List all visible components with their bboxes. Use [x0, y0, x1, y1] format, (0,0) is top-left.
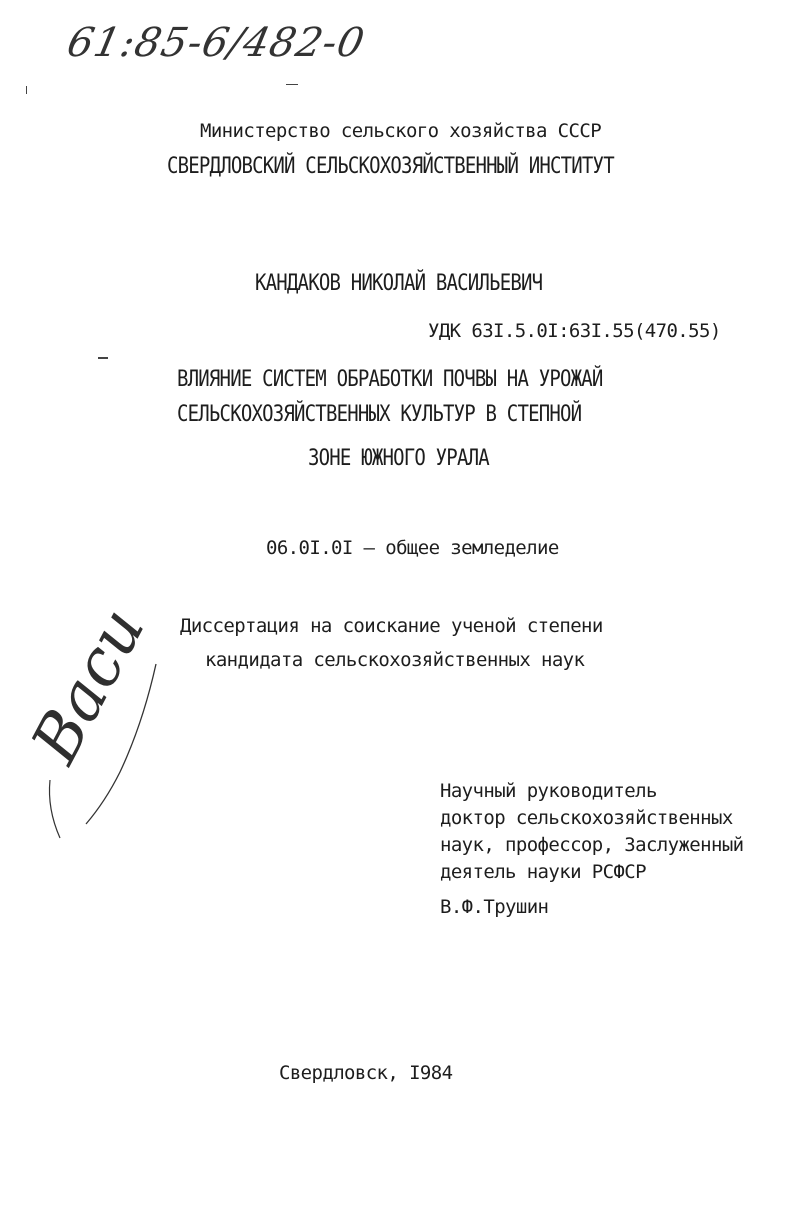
udc-code: УДК 63I.5.0I:63I.55(470.55)	[428, 320, 721, 342]
institute-heading: СВЕРДЛОВСКИЙ СЕЛЬСКОХОЗЯЙСТВЕННЫЙ ИНСТИТУТ	[167, 153, 614, 179]
ink-mark	[26, 86, 27, 94]
archive-number: 61:85-6/482-0	[63, 20, 369, 66]
dash-mark	[98, 357, 108, 359]
city-year: Свердловск, I984	[279, 1062, 453, 1084]
ink-mark	[286, 84, 298, 85]
dissertation-title-line-3: ЗОНЕ ЮЖНОГО УРАЛА	[308, 445, 489, 471]
supervisor-name: В.Ф.Трушин	[440, 896, 549, 918]
specialty-code: 06.0I.0I – общее земледелие	[266, 537, 559, 559]
ministry-heading: Министерство сельского хозяйства СССР	[200, 120, 602, 142]
dissertation-title-line-1: ВЛИЯНИЕ СИСТЕМ ОБРАБОТКИ ПОЧВЫ НА УРОЖАЙ	[177, 366, 603, 392]
supervisor-titles: наук, профессор, Заслуженный	[440, 834, 744, 856]
supervisor-degree: доктор сельскохозяйственных	[440, 807, 733, 829]
signature-stroke	[40, 660, 170, 850]
signature: Васи	[18, 596, 160, 775]
dissertation-title-line-2: СЕЛЬСКОХОЗЯЙСТВЕННЫХ КУЛЬТУР В СТЕПНОЙ	[177, 401, 582, 427]
degree-line-1: Диссертация на соискание ученой степени	[180, 615, 603, 637]
degree-line-2: кандидата сельскохозяйственных наук	[205, 649, 585, 671]
author-name: КАНДАКОВ НИКОЛАЙ ВАСИЛЬЕВИЧ	[255, 270, 543, 296]
supervisor-honor: деятель науки РСФСР	[440, 861, 646, 883]
supervisor-label: Научный руководитель	[440, 780, 657, 802]
